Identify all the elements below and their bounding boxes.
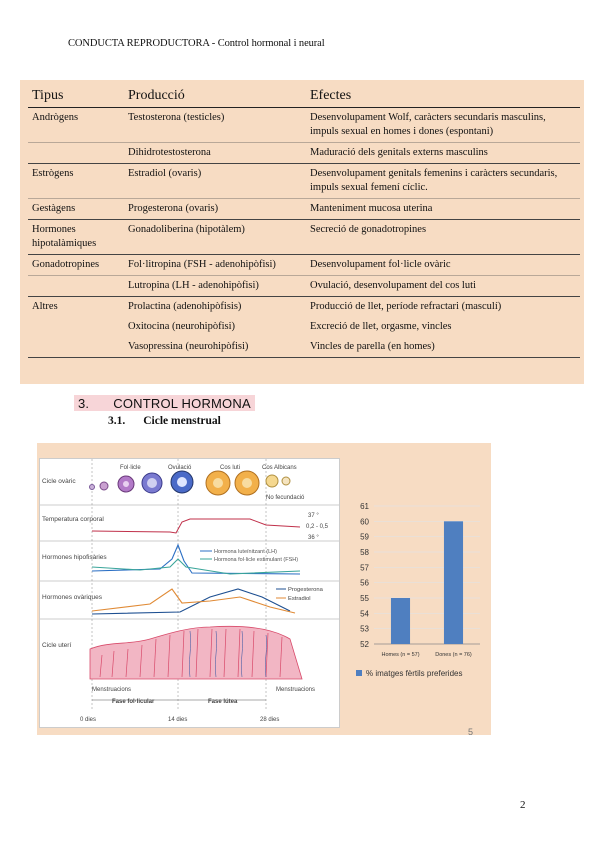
table-row	[28, 199, 580, 220]
legend-lh: Hormona luteïnitzant (LH)	[214, 549, 277, 555]
temp-mark-36: 36 °	[308, 535, 319, 541]
hormones-table	[28, 84, 580, 358]
cell-efectes: Vincles de parella (en homes)	[306, 337, 580, 358]
header-produccio: Producció	[124, 84, 306, 108]
y-tick-label: 58	[360, 548, 369, 557]
subsection-title: Cicle menstrual	[143, 415, 221, 427]
table-row	[28, 276, 580, 297]
table-row	[28, 108, 580, 143]
header-efectes: Efectes	[306, 84, 580, 108]
y-tick-label: 54	[360, 609, 369, 619]
cell-produccio: Dihidrotestosterona	[124, 143, 306, 164]
phase-menstruation-start: Menstruacions	[92, 687, 132, 693]
legend-progesterone: Progesterona	[288, 587, 323, 593]
row-label-ovarian: Cicle ovàric	[42, 478, 76, 485]
cell-efectes: Secreció de gonadotropines	[306, 220, 580, 255]
category-label: Homes (n = 57)	[381, 652, 420, 658]
day-label-0: 0 dies	[80, 717, 97, 723]
y-tick-label: 53	[360, 624, 369, 634]
cell-efectes: Ovulació, desenvolupament del cos luti	[306, 276, 580, 297]
cell-tipus: Hormones hipotalàmiques	[28, 220, 124, 255]
section-heading	[74, 395, 255, 411]
ovarian-cycle-illustration	[90, 471, 291, 495]
menstrual-cycle-diagram	[40, 459, 339, 727]
table-row	[28, 337, 580, 358]
progesterone-curve	[92, 589, 290, 614]
cell-efectes: Maduració dels genitals externs masculins	[306, 143, 580, 164]
subsection-number: 3.1.	[108, 415, 126, 427]
y-tick-label: 52	[360, 640, 369, 649]
cell-tipus: Gestàgens	[28, 199, 124, 220]
estradiol-curve	[92, 589, 295, 613]
page-number: 2	[520, 799, 526, 811]
row-label-pituitary: Hormones hipofisàries	[42, 554, 107, 561]
temp-mark-range: 0,2 - 0,5	[306, 524, 329, 530]
category-label: Dones (n = 76)	[435, 652, 472, 658]
cell-produccio: Estradiol (ovaris)	[124, 164, 306, 199]
cell-efectes: Manteniment mucosa uterina	[306, 199, 580, 220]
cell-efectes: Excreció de llet, orgasme, vincles	[310, 321, 452, 332]
temperature-curve	[92, 519, 300, 533]
row-label-temperature: Temperatura corporal	[42, 516, 104, 523]
table-row	[28, 297, 580, 318]
cell-tipus: Estrògens	[28, 164, 124, 199]
header-tipus: Tipus	[28, 84, 124, 108]
y-tick-label: 61	[360, 502, 369, 511]
legend-swatch	[356, 670, 362, 676]
cell-tipus	[28, 276, 124, 297]
table-row	[28, 143, 580, 164]
section-number: 3.	[78, 396, 90, 411]
stage-label-ovulation: Ovulació	[168, 465, 192, 471]
table-row	[28, 164, 580, 199]
bar-chart	[340, 492, 492, 688]
stage-label-no-fertilization: No fecundació	[266, 495, 305, 501]
section-title: CONTROL HORMONA	[113, 396, 251, 411]
cell-produccio: Testosterona (testicles)	[124, 108, 306, 143]
subsection-heading	[108, 415, 221, 427]
legend-label: % imatges fèrtils preferides	[366, 669, 463, 678]
y-tick-label: 60	[360, 517, 369, 527]
phase-luteal: Fase lútea	[208, 699, 238, 705]
table-header-row	[28, 84, 580, 108]
cell-tipus	[28, 337, 124, 358]
legend-fsh: Hormona fol·licle estimulant (FSH)	[214, 557, 299, 563]
table-row	[28, 255, 580, 276]
y-tick-label: 56	[360, 578, 369, 588]
legend-estradiol: Estradiol	[288, 596, 311, 602]
cell-efectes: Desenvolupament fol·licle ovàric	[306, 255, 580, 276]
table-row	[28, 317, 580, 337]
cell-produccio: Oxitocina (neurohipòfisi)	[128, 321, 236, 332]
stage-label-corpus-luteum: Cos luti	[220, 465, 241, 471]
day-label-28: 28 dies	[260, 717, 280, 723]
day-label-14: 14 dies	[168, 717, 188, 723]
cell-tipus: Andrògens	[28, 108, 124, 143]
cell-produccio: Progesterona (ovaris)	[124, 199, 306, 220]
y-tick-label: 57	[360, 563, 369, 573]
cell-efectes: Producció de llet, període refractari (masculí)	[310, 301, 502, 312]
cell-efectes: Desenvolupament genitals femenins i caràcters secundaris, impuls sexual femení cíclic.	[306, 164, 580, 199]
cell-produccio: Fol·litropina (FSH - adenohipòfisi)	[124, 255, 306, 276]
y-tick-label: 59	[360, 532, 369, 542]
stage-label-follicle: Fol·licle	[120, 465, 141, 471]
cell-produccio: Vasopressina (neurohipòfisi)	[124, 337, 306, 358]
cell-tipus	[28, 317, 124, 337]
cell-efectes: Desenvolupament Wolf, caràcters secundaris masculins, impuls sexual en homes i dones (espontani)	[306, 108, 580, 143]
bar	[444, 521, 463, 644]
row-label-ovarian-hormones: Hormones ovàriques	[42, 594, 102, 601]
y-tick-label: 55	[360, 594, 369, 603]
cell-tipus: Gonadotropines	[28, 255, 124, 276]
temp-mark-37: 37 °	[308, 513, 319, 519]
document-header: CONDUCTA REPRODUCTORA - Control hormonal i neural	[68, 38, 325, 49]
cell-produccio: Gonadoliberina (hipotàlem)	[124, 220, 306, 255]
stage-label-corpus-albicans: Cos Albicans	[262, 465, 297, 471]
bar	[391, 598, 410, 644]
cell-tipus: Altres	[32, 301, 58, 312]
bar-chart-svg	[340, 492, 492, 688]
cell-produccio: Prolactina (adenohipòfisis)	[128, 301, 242, 312]
row-label-uterine: Cicle uterí	[42, 642, 72, 649]
table-row	[28, 220, 580, 255]
figure-footnote: 5	[468, 727, 474, 737]
cell-produccio: Lutropina (LH - adenohipòfisi)	[124, 276, 306, 297]
cell-tipus	[28, 143, 124, 164]
phase-menstruation-end: Menstruacions	[276, 687, 316, 693]
phase-follicular: Fase fol·licular	[112, 699, 155, 705]
menstrual-cycle-figure	[39, 458, 340, 728]
